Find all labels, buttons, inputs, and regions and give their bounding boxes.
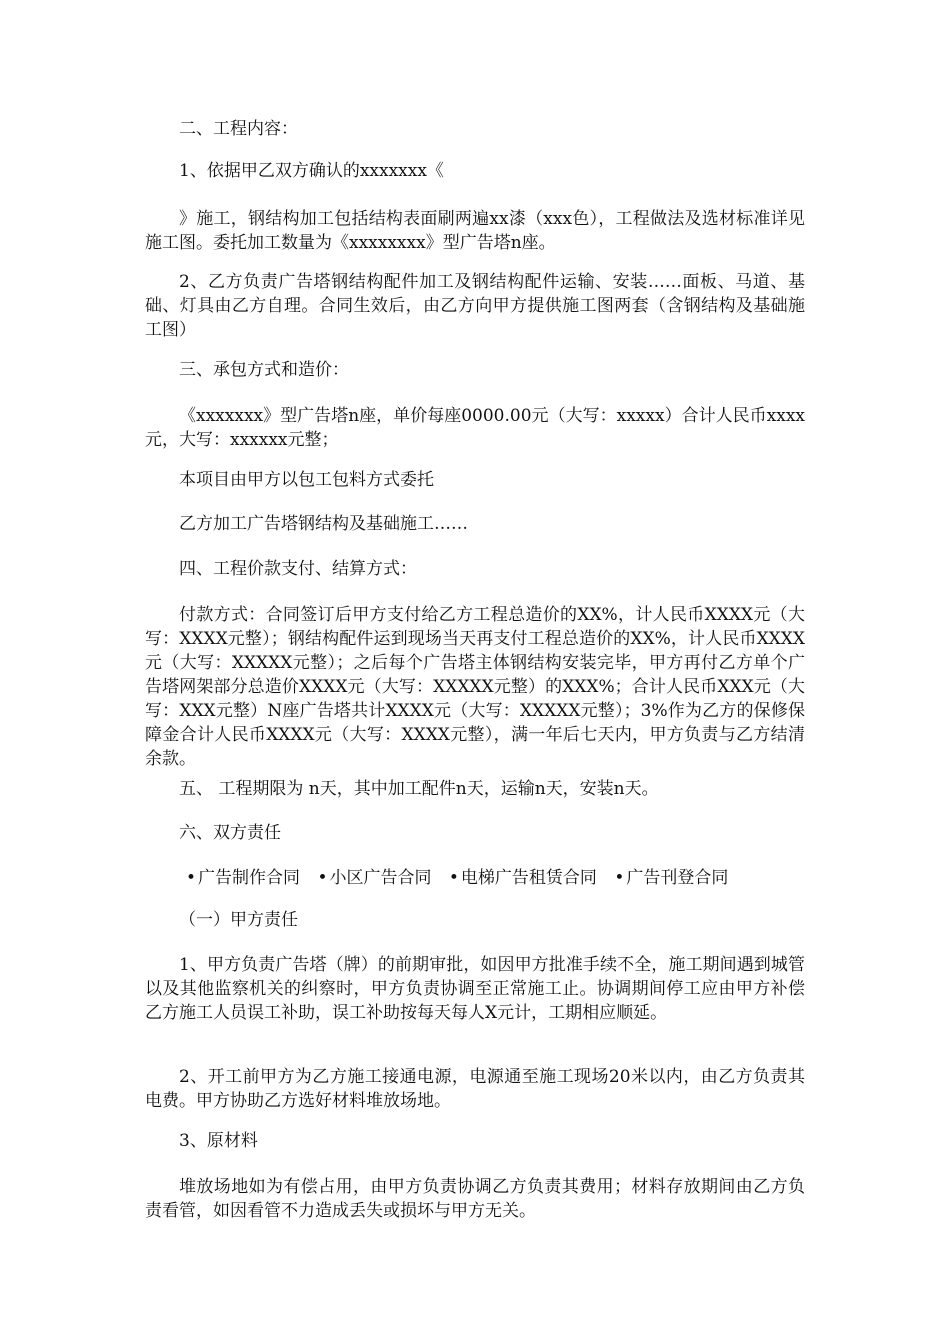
paragraph-pricing: 《xxxxxxx》型广告塔n座，单价每座0000.00元（大写：xxxxx）合计人民币xxxx元，大写：xxxxxx元整； [145,406,805,450]
paragraph-commission: 本项目由甲方以包工包料方式委托 [179,470,434,490]
bullet-icon: • [448,868,459,888]
paragraph-payment-terms: 付款方式：合同签订后甲方支付给乙方工程总造价的XX%，计人民币XXXX元（大写：XXXX元整）；钢结构配件运到现场当天再支付工程总造价的XX%，计人民币XXXX元（大写：XXXXX元整）；之后每个广告塔主体钢结构安装完毕，甲方再付乙方单个广告塔网架部分总造价XXXX元（大写：XXXXX元整）的XXX%；合计人民币XXX元（大写：XXX元整）N座广告塔共计XXXX元（大写：XXXXX元整）；3%作为乙方的保修保障金合计人民币XXXX元（大写：XXXX元整），满一年后七天内，甲方负责与乙方结清余款。 [145,605,805,769]
paragraph-item-1: 1、依据甲乙双方确认的xxxxxxx《 [179,161,444,181]
section-heading-contract-method: 三、承包方式和造价： [179,360,349,380]
related-contracts-links [186,866,826,890]
section-heading-responsibilities: 六、双方责任 [179,823,281,843]
bullet-icon: • [317,868,328,888]
related-link-community-ad-contract[interactable]: • 小区广告合同 [317,868,432,888]
section-heading-schedule: 五、 工程期限为 n天，其中加工配件n天，运输n天，安装n天。 [179,779,659,799]
related-link-elevator-ad-lease-contract[interactable]: • 电梯广告租赁合同 [448,868,597,888]
paragraph-processing: 乙方加工广告塔钢结构及基础施工…… [179,514,468,534]
subsection-heading-party-a: （一）甲方责任 [179,910,298,930]
paragraph-item-2: 2、乙方负责广告塔钢结构配件加工及钢结构配件运输、安装……面板、马道、基础、灯具由乙方自理。合同生效后，由乙方向甲方提供施工图两套（含钢结构及基础施工图） [145,272,805,340]
related-link-ad-production-contract[interactable]: • 广告制作合同 [186,868,301,888]
paragraph-party-a-item-3: 3、原材料 [179,1131,258,1151]
related-link-ad-publishing-contract[interactable]: • 广告刊登合同 [614,868,729,888]
section-heading-project-content: 二、工程内容： [179,119,298,139]
paragraph-party-a-item-1: 1、甲方负责广告塔（牌）的前期审批，如因甲方批准手续不全，施工期间遇到城管以及其他监察机关的纠察时，甲方负责协调至正常施工止。协调期间停工应由甲方补偿乙方施工人员误工补助，误工补助按每天每人X元计，工期相应顺延。 [145,955,805,1023]
bullet-icon: • [614,868,625,888]
section-heading-payment: 四、工程价款支付、结算方式： [179,559,417,579]
paragraph-raw-materials: 堆放场地如为有偿占用，由甲方负责协调乙方负责其费用；材料存放期间由乙方负责看管，如因看管不力造成丢失或损坏与甲方无关。 [145,1177,805,1221]
paragraph-construction-details: 》施工，钢结构加工包括结构表面刷两遍xx漆（xxx色），工程做法及选材标准详见施工图。委托加工数量为《xxxxxxxx》型广告塔n座。 [145,209,805,253]
bullet-icon: • [186,868,197,888]
paragraph-party-a-item-2: 2、开工前甲方为乙方施工接通电源，电源通至施工现场20米以内，由乙方负责其电费。甲方协助乙方选好材料堆放场地。 [145,1067,805,1111]
